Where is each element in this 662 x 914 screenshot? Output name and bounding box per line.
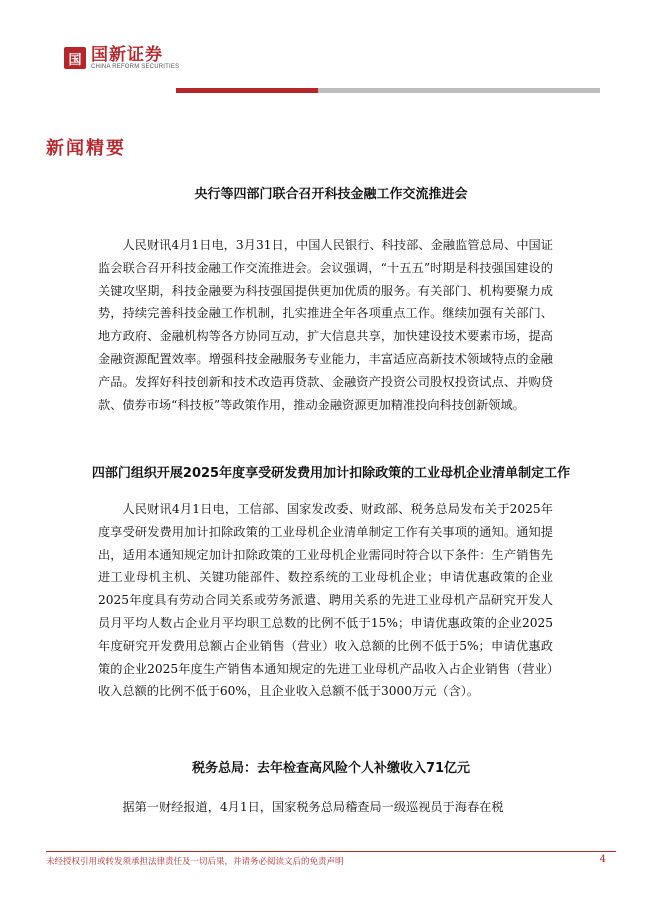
logo-icon: 国 [64,47,86,69]
footer-disclaimer: 未经授权引用或转发须承担法律责任及一切后果，并请务必阅读文后的免责声明 [46,857,344,867]
footer-divider [46,851,616,852]
article-body-1: 人民财讯4月1日电，3月31日，中国人民银行、科技部、金融监管总局、中国证监会联合召开科技金融工作交流推进会。会议强调，“十五五”时期是科技强国建设的关键攻坚期，科技金融要为科技强国提供更加优质的服务。有关部门、机构要聚力成势，持续完善科技金融工作机制，扎实推进全年各项重点工作。继续加强有关部门、地方政府、金融机构等各方协同互动，扩大信息共享，加快建设技术要素市场，提高金融资源配置效率。增强科技金融服务专业能力，丰富适应高新技术领域特点的金融产品。发挥好科技创新和技术改造再贷款、金融资产投资公司股权投资试点、并购贷款、债券市场“科技板”等政策作用，推动金融资源更加精准投向科技创新领域。 [98,238,553,412]
article-title-3: 税务总局：去年检查高风险个人补缴收入71亿元 [191,761,471,776]
section-title: 新闻精要 [46,138,126,159]
article-body-3: 据第一财经报道，4月1日，国家税务总局稽查局一级巡视员于海春在税 [122,800,504,814]
header-bar-red [176,88,318,93]
article-body-2: 人民财讯4月1日电，工信部、国家发改委、财政部、税务总局发布关于2025年度享受研发费用加计扣除政策的工业母机企业清单制定工作有关事项的通知。通知提出，适用本通知规定加计扣除政策的工业母机企业需同时符合以下条件：生产销售先进工业母机主机、关键功能部件、数控系统的工业母机企业；申请优惠政策的企业2025年度具有劳动合同关系或劳务派遣、聘用关系的先进工业母机产品研究开发人员月平均人数占企业月平均职工总数的比例不低于15%；申请优惠政策的企业2025年度研究开发费用总额占企业销售（营业）收入总额的比例不低于5%；申请优惠政策的企业2025年度生产销售本通知规定的先进工业母机产品收入占企业销售（营业）收入总额的比例不低于60%，且企业收入总额不低于3000万元（含）。 [98,502,553,699]
logo-name: 国新证券 [91,45,163,65]
logo-subtitle: CHINA REFORM SECURITIES [91,64,180,70]
article-title-1: 央行等四部门联合召开科技金融工作交流推进会 [194,187,468,202]
page-header [0,0,662,100]
company-logo [64,46,179,70]
header-bar-grey [318,88,600,93]
article-title-2: 四部门组织开展2025年度享受研发费用加计扣除政策的工业母机企业清单制定工作 [91,466,571,481]
page-number: 4 [599,854,606,865]
logo-text [91,46,179,70]
